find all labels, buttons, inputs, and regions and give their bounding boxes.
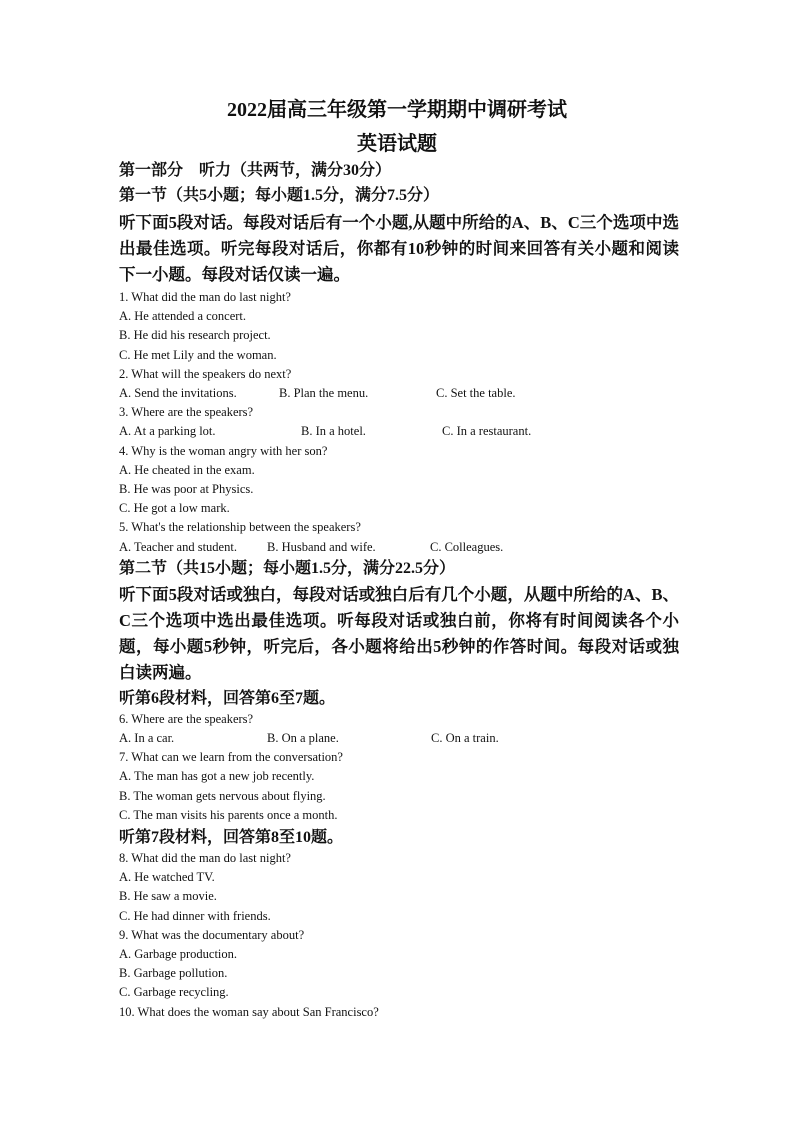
options-row: [119, 384, 679, 403]
question-stem: 2. What will the speakers do next?: [119, 366, 292, 381]
option-c: C. He got a low mark.: [119, 501, 230, 516]
option-c: C. Colleagues.: [430, 539, 504, 554]
option-c: C. Set the table.: [436, 386, 516, 401]
question-stem: 10. What does the woman say about San Francisco?: [119, 1004, 379, 1019]
option-c: C. On a train.: [431, 731, 499, 746]
section2-instruction: 听下面5段对话或独白，每段对话或独白后有几个小题，从题中所给的A、B、C三个选项中选出最佳选项。听每段对话或独白前，你将有时间阅读各个小题，每小题5秒钟，听完后，各小题将给出5秒钟的作答时间。每段对话或独白读两遍。: [119, 584, 679, 682]
question-stem: 3. Where are the speakers?: [119, 405, 254, 420]
exam-title: 2022届高三年级第一学期期中调研考试: [227, 99, 567, 121]
option-a: A. Send the invitations.: [119, 386, 237, 401]
question-stem: 1. What did the man do last night?: [119, 290, 291, 304]
option-b: B. Husband and wife.: [267, 539, 376, 554]
option-c: C. The man visits his parents once a month.: [119, 807, 338, 822]
option-c: C. Garbage recycling.: [119, 985, 229, 1000]
option-c: C. He met Lily and the woman.: [119, 347, 277, 362]
question-stem: 4. Why is the woman angry with her son?: [119, 443, 328, 458]
option-a: A. In a car.: [119, 731, 175, 746]
question-stem: 6. Where are the speakers?: [119, 711, 254, 726]
options-row: [119, 538, 679, 557]
option-b: B. He was poor at Physics.: [119, 482, 254, 497]
option-b: B. On a plane.: [267, 731, 339, 746]
options-row: [119, 422, 679, 441]
option-b: B. He did his research project.: [119, 328, 271, 343]
material6-heading: 听第6段材料，回答第6至7题。: [119, 689, 336, 707]
exam-subtitle: 英语试题: [357, 133, 437, 155]
part1-heading: 第一部分 听力（共两节，满分30分）: [119, 162, 392, 179]
material7-heading: 听第7段材料，回答第8至10题。: [119, 829, 344, 847]
option-c: C. In a restaurant.: [442, 424, 532, 439]
option-a: A. At a parking lot.: [119, 424, 216, 439]
section2-heading: 第二节（共15小题；每小题1.5分，满分22.5分）: [119, 559, 456, 577]
section1-instruction: 听下面5段对话。每段对话后有一个小题,从题中所给的A、B、C三个选项中选出最佳选项。听完每段对话后，你都有10秒钟的时间来回答有关小题和阅读下一小题。每段对话仅读一遍。: [119, 213, 679, 284]
option-a: A. He cheated in the exam.: [119, 462, 255, 477]
option-a: A. Teacher and student.: [119, 539, 237, 554]
option-a: A. He attended a concert.: [119, 309, 247, 324]
option-a: A. The man has got a new job recently.: [119, 769, 315, 784]
option-b: B. Plan the menu.: [279, 386, 369, 401]
option-a: A. Garbage production.: [119, 947, 238, 962]
option-c: C. He had dinner with friends.: [119, 908, 271, 923]
exam-content: [119, 160, 679, 1022]
options-row: [119, 729, 679, 748]
option-a: A. He watched TV.: [119, 870, 215, 885]
option-b: B. The woman gets nervous about flying.: [119, 788, 326, 803]
section1-heading: 第一节（共5小题；每小题1.5分，满分7.5分）: [119, 187, 440, 204]
question-stem: 5. What's the relationship between the speakers?: [119, 520, 361, 535]
question-stem: 7. What can we learn from the conversation?: [119, 750, 343, 765]
option-b: B. In a hotel.: [301, 424, 366, 439]
option-b: B. Garbage pollution.: [119, 966, 228, 981]
question-stem: 8. What did the man do last night?: [119, 851, 291, 866]
option-b: B. He saw a movie.: [119, 889, 217, 904]
question-stem: 9. What was the documentary about?: [119, 927, 305, 942]
